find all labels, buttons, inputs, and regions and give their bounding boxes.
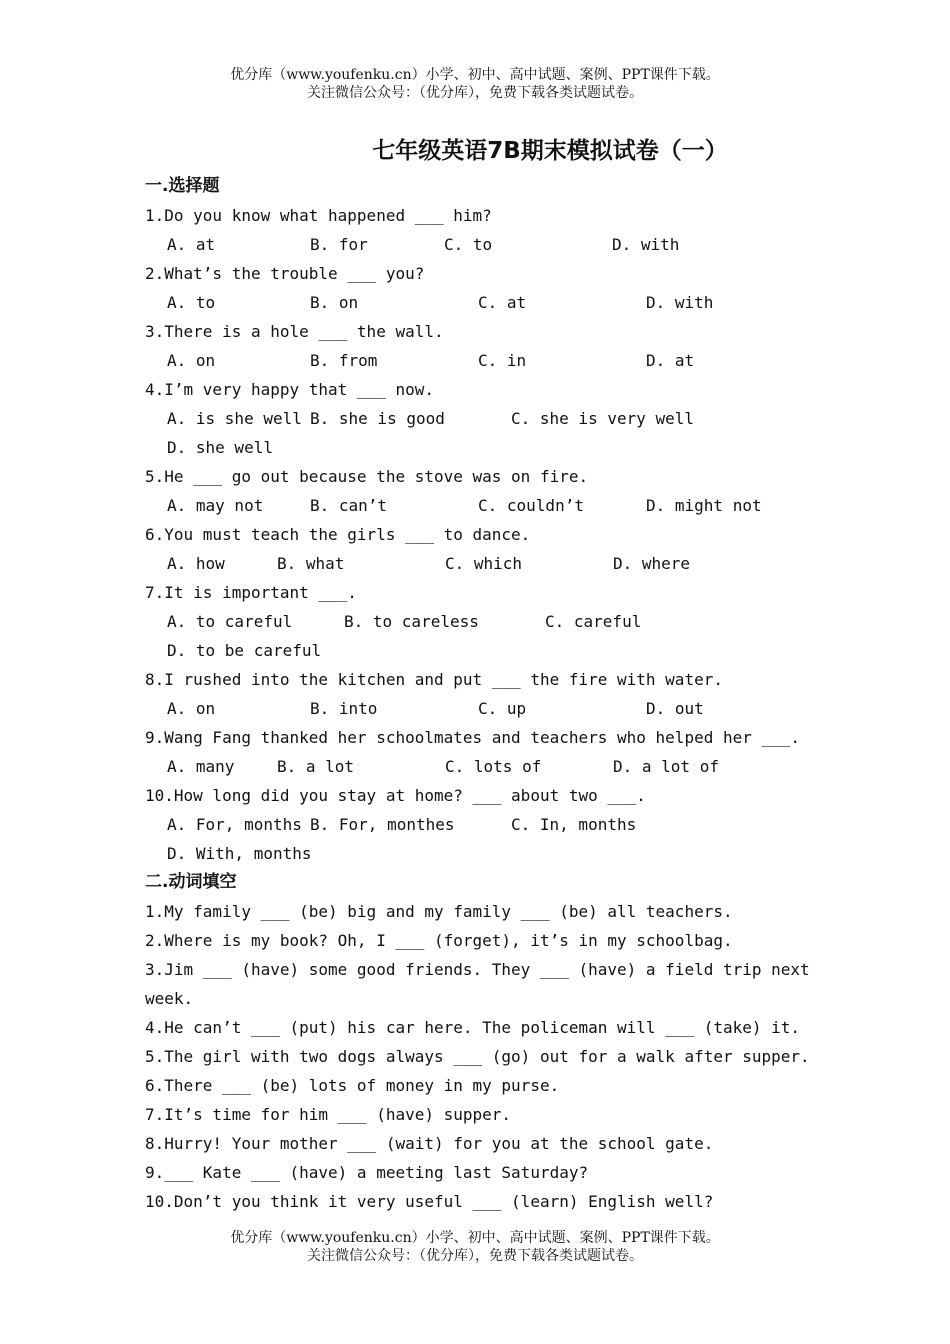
option-a: A. how xyxy=(167,554,225,573)
option-a: A. For, months xyxy=(167,815,302,834)
option-c: C. lots of xyxy=(445,757,542,776)
question-text: 1.Do you know what happened ___ him? xyxy=(145,206,492,225)
question-2 xyxy=(145,259,815,317)
verb-item: 10.Don’t you think it very useful ___ (learn) English well? xyxy=(145,1192,714,1211)
question-options xyxy=(145,549,815,578)
question-text: 4.I’m very happy that ___ now. xyxy=(145,380,434,399)
verb-item: 7.It’s time for him ___ (have) supper. xyxy=(145,1105,512,1124)
question-text: 10.How long did you stay at home? ___ about two ___. xyxy=(145,786,646,805)
option-b: B. to careless xyxy=(344,612,479,631)
option-d: D. she well xyxy=(167,438,273,457)
option-a: A. on xyxy=(167,351,216,370)
option-c: C. careful xyxy=(545,612,642,631)
option-a: A. to careful xyxy=(167,612,293,631)
option-d: D. to be careful xyxy=(167,641,322,660)
option-c: C. up xyxy=(478,699,527,718)
question-options xyxy=(145,810,815,868)
verb-item: 8.Hurry! Your mother ___ (wait) for you at the school gate. xyxy=(145,1134,714,1153)
option-d: D. where xyxy=(613,554,691,573)
option-a: A. many xyxy=(167,757,235,776)
verb-item: 6.There ___ (be) lots of money in my purse. xyxy=(145,1076,560,1095)
question-text: 6.You must teach the girls ___ to dance. xyxy=(145,525,531,544)
question-text: 3.There is a hole ___ the wall. xyxy=(145,322,444,341)
question-6 xyxy=(145,520,815,578)
question-8 xyxy=(145,665,815,723)
question-options xyxy=(145,607,815,665)
section-heading-choice: 一.选择题 xyxy=(145,176,220,196)
question-4 xyxy=(145,375,815,462)
option-d: D. a lot of xyxy=(613,757,719,776)
footer-line-2: 关注微信公众号：（优分库），免费下载各类试题试卷。 xyxy=(307,1248,643,1264)
option-a: A. on xyxy=(167,699,216,718)
option-c: C. she is very well xyxy=(511,409,695,428)
question-options xyxy=(145,288,815,317)
question-3 xyxy=(145,317,815,375)
question-9 xyxy=(145,723,815,781)
page-title: 七年级英语7B期末模拟试卷（一） xyxy=(372,138,728,164)
header-line-1: 优分库（www.youfenku.cn）小学、初中、高中试题、案例、PPT课件下载。 xyxy=(230,67,720,83)
verb-item: 9.___ Kate ___ (have) a meeting last Saturday? xyxy=(145,1163,589,1182)
option-b: B. she is good xyxy=(310,409,445,428)
header-line-2: 关注微信公众号：（优分库），免费下载各类试题试卷。 xyxy=(307,85,643,101)
option-a: A. at xyxy=(167,235,216,254)
question-options xyxy=(145,694,815,723)
question-options xyxy=(145,346,815,375)
footer-line-1: 优分库（www.youfenku.cn）小学、初中、高中试题、案例、PPT课件下载。 xyxy=(230,1230,720,1246)
option-b: B. into xyxy=(310,699,378,718)
verb-item: 5.The girl with two dogs always ___ (go) out for a walk after supper. xyxy=(145,1047,810,1066)
question-1 xyxy=(145,201,815,259)
option-c: C. at xyxy=(478,293,527,312)
exam-content xyxy=(145,172,815,1216)
question-options xyxy=(145,404,815,462)
page-header xyxy=(0,66,950,102)
option-c: C. couldn’t xyxy=(478,496,584,515)
option-c: C. to xyxy=(444,235,493,254)
section-heading-verbs: 二.动词填空 xyxy=(145,872,237,892)
option-d: D. might not xyxy=(646,496,762,515)
option-a: A. may not xyxy=(167,496,264,515)
question-text: 9.Wang Fang thanked her schoolmates and teachers who helped her ___. xyxy=(145,728,801,747)
option-d: D. at xyxy=(646,351,695,370)
option-d: D. out xyxy=(646,699,704,718)
option-c: C. in xyxy=(478,351,527,370)
option-b: B. can’t xyxy=(310,496,388,515)
question-options xyxy=(145,752,815,781)
verb-item: 1.My family ___ (be) big and my family ___ (be) all teachers. xyxy=(145,902,733,921)
option-a: A. is she well xyxy=(167,409,302,428)
option-b: B. on xyxy=(310,293,359,312)
question-options xyxy=(145,491,815,520)
question-text: 8.I rushed into the kitchen and put ___ the fire with water. xyxy=(145,670,723,689)
question-text: 2.What’s the trouble ___ you? xyxy=(145,264,425,283)
option-a: A. to xyxy=(167,293,216,312)
verb-item: 2.Where is my book? Oh, I ___ (forget), it’s in my schoolbag. xyxy=(145,931,733,950)
verb-item: 4.He can’t ___ (put) his car here. The policeman will ___ (take) it. xyxy=(145,1018,801,1037)
option-c: C. In, months xyxy=(511,815,637,834)
option-d: D. with xyxy=(646,293,714,312)
option-b: B. for xyxy=(310,235,368,254)
question-text: 5.He ___ go out because the stove was on fire. xyxy=(145,467,589,486)
question-options xyxy=(145,230,815,259)
option-b: B. a lot xyxy=(277,757,355,776)
option-d: D. with xyxy=(612,235,680,254)
option-b: B. what xyxy=(277,554,345,573)
question-7 xyxy=(145,578,815,665)
page-footer xyxy=(0,1229,950,1265)
option-b: B. For, monthes xyxy=(310,815,455,834)
question-text: 7.It is important ___. xyxy=(145,583,357,602)
option-d: D. With, months xyxy=(167,844,312,863)
option-c: C. which xyxy=(445,554,523,573)
question-10 xyxy=(145,781,815,868)
question-5 xyxy=(145,462,815,520)
verb-item: 3.Jim ___ (have) some good friends. They ___ (have) a field trip next week. xyxy=(145,960,810,1008)
option-b: B. from xyxy=(310,351,378,370)
